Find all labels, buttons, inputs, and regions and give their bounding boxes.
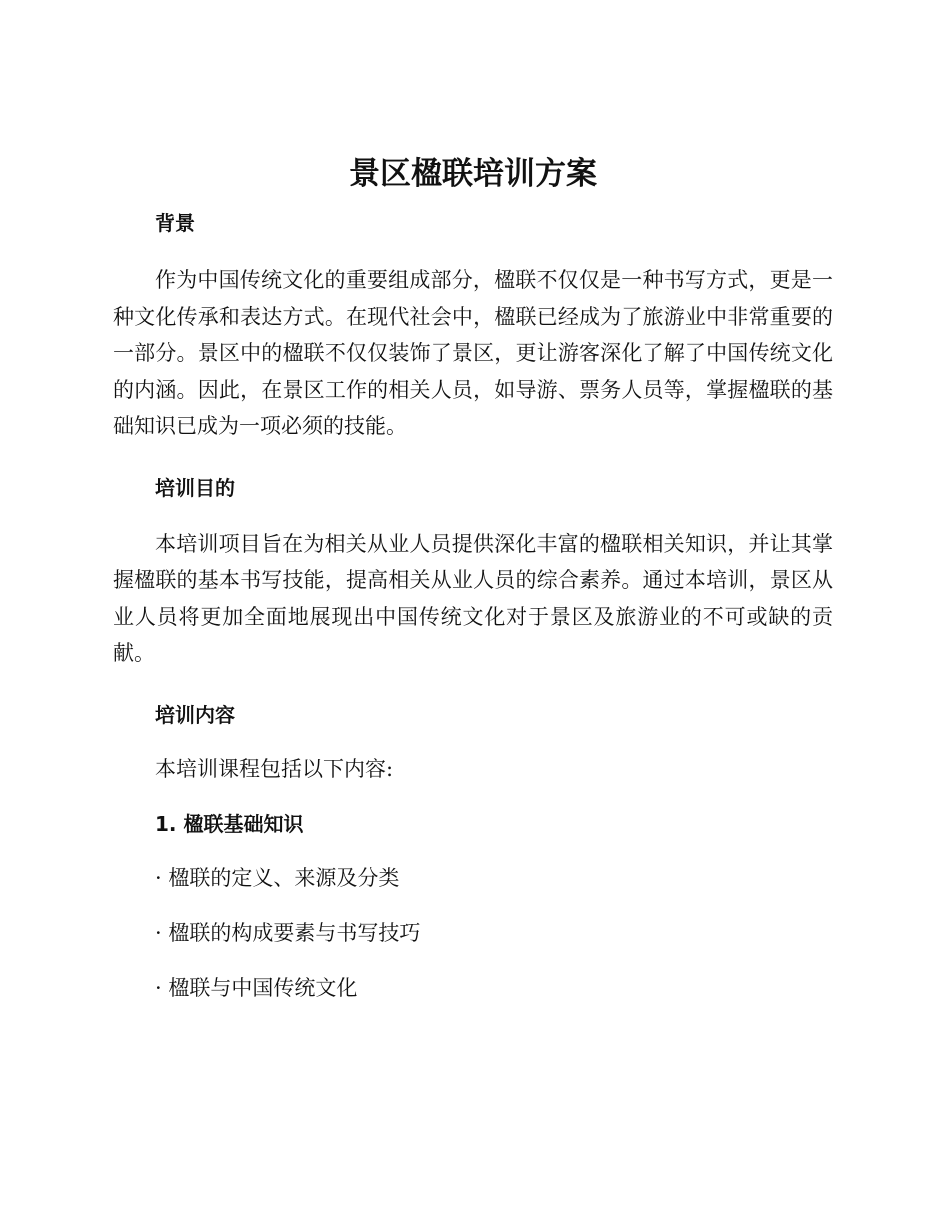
content-bullet-1: · 楹联的定义、来源及分类 xyxy=(155,865,400,890)
background-paragraph: 作为中国传统文化的重要组成部分，楹联不仅仅是一种书写方式，更是一种文化传承和表达方式。在现代社会中，楹联已经成为了旅游业中非常重要的一部分。景区中的楹联不仅仅装饰了景区，更让游客深化了解了中国传统文化的内涵。因此，在景区工作的相关人员，如导游、票务人员等，掌握楹联的基础知识已成为一项必须的技能。 xyxy=(113,268,833,438)
document-title: 景区楹联培训方案 xyxy=(349,156,597,192)
section-heading-background: 背景 xyxy=(155,211,195,235)
document-page xyxy=(113,150,833,1003)
content-bullet-2: · 楹联的构成要素与书写技巧 xyxy=(155,920,421,945)
purpose-paragraph: 本培训项目旨在为相关从业人员提供深化丰富的楹联相关知识，并让其掌握楹联的基本书写技能，提高相关从业人员的综合素养。通过本培训，景区从业人员将更加全面地展现出中国传统文化对于景区及旅游业的不可或缺的贡献。 xyxy=(113,531,833,665)
section-heading-content: 培训内容 xyxy=(155,702,235,727)
content-bullet-3: · 楹联与中国传统文化 xyxy=(155,975,358,1000)
content-intro: 本培训课程包括以下内容: xyxy=(155,756,394,781)
section-heading-purpose: 培训目的 xyxy=(155,475,235,500)
content-item-1-title: 1. 楹联基础知识 xyxy=(155,811,304,836)
